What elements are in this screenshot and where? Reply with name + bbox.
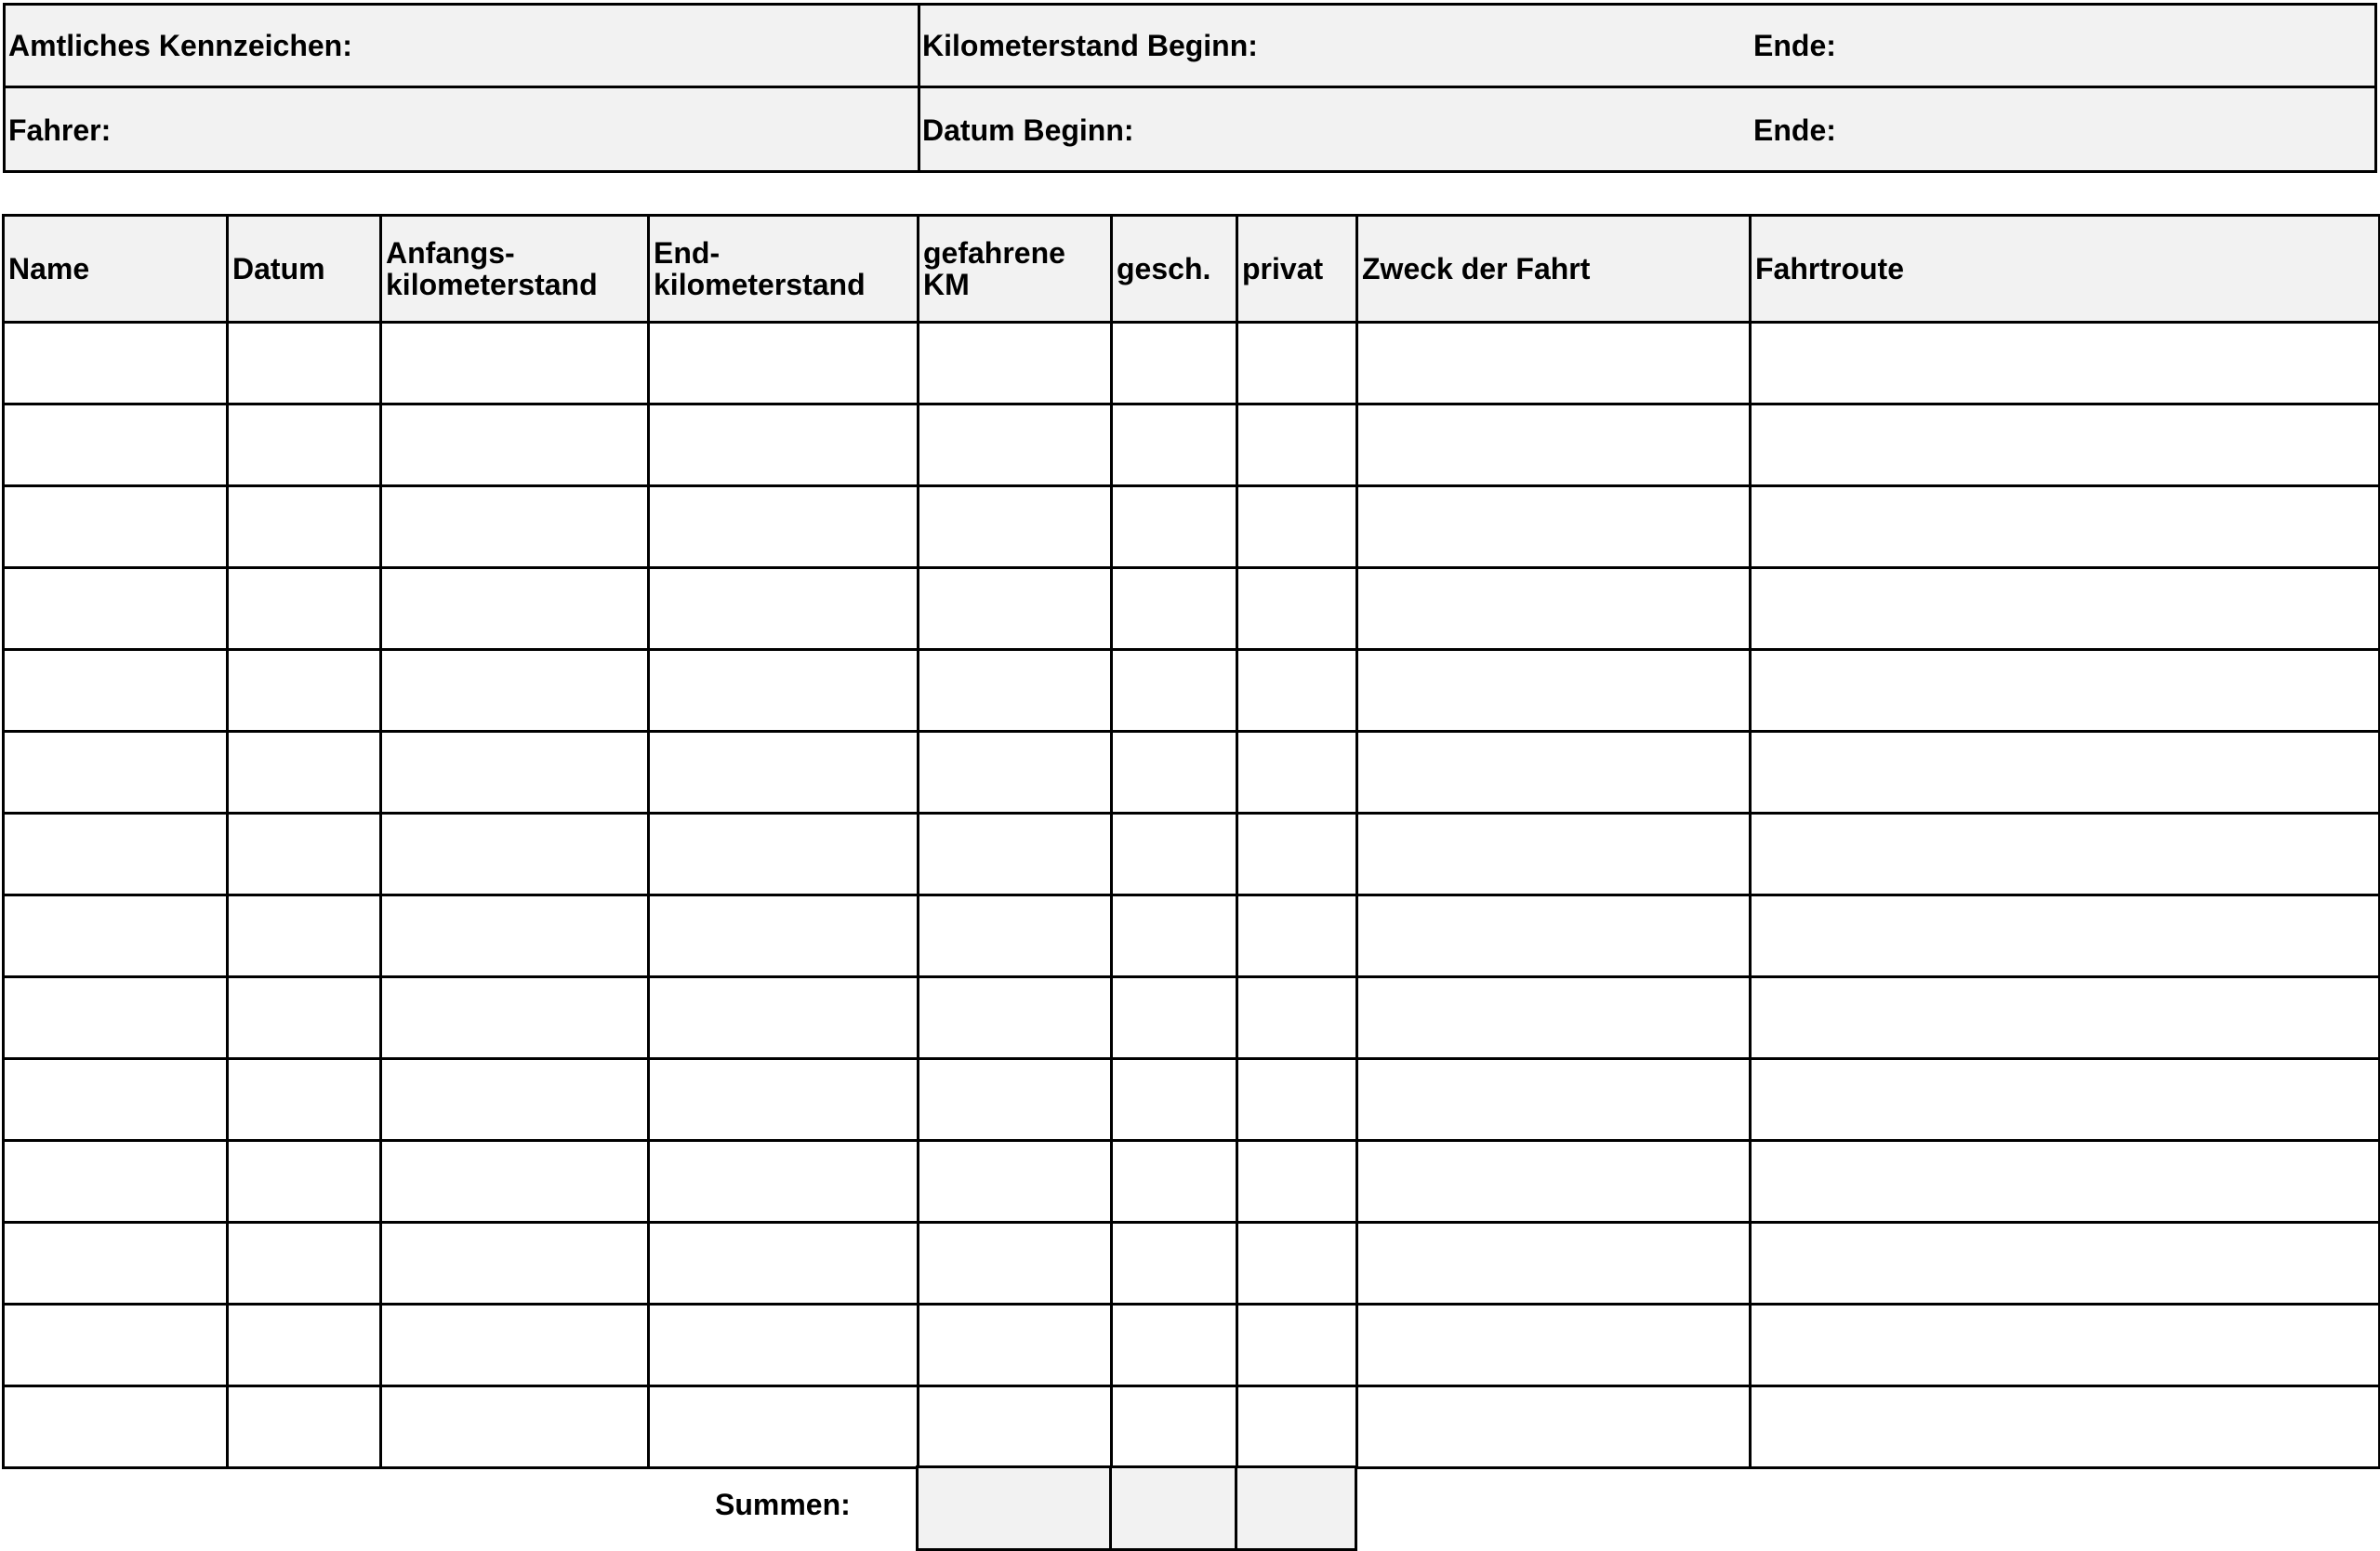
cell-start-km[interactable] <box>381 568 649 650</box>
cell-driven-km[interactable] <box>919 814 1112 895</box>
cell-name[interactable] <box>4 977 228 1059</box>
cell-start-km[interactable] <box>381 1141 649 1223</box>
cell-date[interactable] <box>228 895 381 977</box>
cell-name[interactable] <box>4 1386 228 1468</box>
cell-business[interactable] <box>1112 1386 1237 1468</box>
cell-private[interactable] <box>1237 650 1357 732</box>
cell-end-km[interactable] <box>649 1141 919 1223</box>
cell-route[interactable] <box>1751 1305 2380 1386</box>
cell-private[interactable] <box>1237 1223 1357 1305</box>
cell-name[interactable] <box>4 486 228 568</box>
cell-name[interactable] <box>4 650 228 732</box>
cell-business[interactable] <box>1112 323 1237 404</box>
table-row <box>4 1223 2380 1305</box>
cell-purpose[interactable] <box>1357 732 1751 814</box>
cell-purpose[interactable] <box>1357 1141 1751 1223</box>
cell-route[interactable] <box>1751 895 2380 977</box>
cell-private[interactable] <box>1237 895 1357 977</box>
cell-date[interactable] <box>228 977 381 1059</box>
cell-route[interactable] <box>1751 1223 2380 1305</box>
cell-business[interactable] <box>1112 650 1237 732</box>
cell-date[interactable] <box>228 732 381 814</box>
info-column-divider <box>918 6 920 170</box>
cell-driven-km[interactable] <box>919 568 1112 650</box>
km-start-label: Kilometerstand Beginn: <box>922 29 1258 62</box>
column-header-private: privat <box>1237 216 1357 323</box>
cell-business[interactable] <box>1112 568 1237 650</box>
cell-start-km[interactable] <box>381 1305 649 1386</box>
table-row <box>4 404 2380 486</box>
cell-private[interactable] <box>1237 323 1357 404</box>
column-header-start-km: Anfangs- kilometerstand <box>381 216 649 323</box>
table-row <box>4 650 2380 732</box>
cell-end-km[interactable] <box>649 814 919 895</box>
cell-purpose[interactable] <box>1357 323 1751 404</box>
cell-route[interactable] <box>1751 323 2380 404</box>
cell-start-km[interactable] <box>381 1059 649 1141</box>
table-row <box>4 814 2380 895</box>
vehicle-info-block <box>3 3 2377 173</box>
cell-purpose[interactable] <box>1357 404 1751 486</box>
cell-driven-km[interactable] <box>919 1223 1112 1305</box>
cell-end-km[interactable] <box>649 486 919 568</box>
cell-route[interactable] <box>1751 977 2380 1059</box>
table-row <box>4 1059 2380 1141</box>
cell-business[interactable] <box>1112 1305 1237 1386</box>
table-row <box>4 1141 2380 1223</box>
cell-name[interactable] <box>4 323 228 404</box>
cell-driven-km[interactable] <box>919 732 1112 814</box>
cell-driven-km[interactable] <box>919 1386 1112 1468</box>
sums-row <box>918 1467 1356 1550</box>
cell-end-km[interactable] <box>649 1305 919 1386</box>
license-plate-label: Amtliches Kennzeichen: <box>8 29 352 62</box>
cell-end-km[interactable] <box>649 732 919 814</box>
cell-purpose[interactable] <box>1357 895 1751 977</box>
date-start-label: Datum Beginn: <box>922 113 1134 147</box>
cell-business[interactable] <box>1112 732 1237 814</box>
cell-end-km[interactable] <box>649 650 919 732</box>
cell-date[interactable] <box>228 814 381 895</box>
trip-log-table <box>2 214 2380 1469</box>
sums-table <box>916 1465 1357 1551</box>
cell-driven-km[interactable] <box>919 323 1112 404</box>
table-row <box>4 895 2380 977</box>
cell-route[interactable] <box>1751 1386 2380 1468</box>
cell-driven-km[interactable] <box>919 1141 1112 1223</box>
cell-name[interactable] <box>4 568 228 650</box>
cell-private[interactable] <box>1237 404 1357 486</box>
sum-business-cell[interactable] <box>1111 1467 1236 1550</box>
cell-date[interactable] <box>228 1386 381 1468</box>
column-header-date: Datum <box>228 216 381 323</box>
table-row <box>4 486 2380 568</box>
cell-route[interactable] <box>1751 1141 2380 1223</box>
cell-end-km[interactable] <box>649 1386 919 1468</box>
cell-route[interactable] <box>1751 1059 2380 1141</box>
cell-purpose[interactable] <box>1357 977 1751 1059</box>
cell-name[interactable] <box>4 1141 228 1223</box>
cell-private[interactable] <box>1237 486 1357 568</box>
cell-end-km[interactable] <box>649 895 919 977</box>
km-end-label: Ende: <box>1753 29 1836 62</box>
cell-start-km[interactable] <box>381 650 649 732</box>
sum-driven-km-cell[interactable] <box>918 1467 1111 1550</box>
cell-private[interactable] <box>1237 1386 1357 1468</box>
cell-date[interactable] <box>228 1305 381 1386</box>
sums-label: Summen: <box>715 1488 851 1521</box>
cell-private[interactable] <box>1237 1059 1357 1141</box>
cell-private[interactable] <box>1237 568 1357 650</box>
cell-end-km[interactable] <box>649 323 919 404</box>
cell-route[interactable] <box>1751 404 2380 486</box>
info-row-divider <box>6 86 2374 88</box>
cell-date[interactable] <box>228 486 381 568</box>
cell-start-km[interactable] <box>381 404 649 486</box>
cell-driven-km[interactable] <box>919 977 1112 1059</box>
cell-purpose[interactable] <box>1357 1223 1751 1305</box>
cell-date[interactable] <box>228 323 381 404</box>
cell-start-km[interactable] <box>381 323 649 404</box>
cell-driven-km[interactable] <box>919 486 1112 568</box>
cell-business[interactable] <box>1112 404 1237 486</box>
driver-label: Fahrer: <box>8 113 112 147</box>
cell-route[interactable] <box>1751 568 2380 650</box>
table-row <box>4 732 2380 814</box>
sum-private-cell[interactable] <box>1236 1467 1356 1550</box>
table-header-row <box>4 216 2380 323</box>
cell-end-km[interactable] <box>649 1059 919 1141</box>
table-row <box>4 568 2380 650</box>
date-end-label: Ende: <box>1753 113 1836 147</box>
cell-purpose[interactable] <box>1357 814 1751 895</box>
cell-start-km[interactable] <box>381 486 649 568</box>
column-header-route: Fahrtroute <box>1751 216 2380 323</box>
cell-driven-km[interactable] <box>919 650 1112 732</box>
cell-business[interactable] <box>1112 895 1237 977</box>
cell-business[interactable] <box>1112 1223 1237 1305</box>
cell-date[interactable] <box>228 1141 381 1223</box>
cell-route[interactable] <box>1751 486 2380 568</box>
cell-business[interactable] <box>1112 1059 1237 1141</box>
cell-date[interactable] <box>228 650 381 732</box>
cell-purpose[interactable] <box>1357 1386 1751 1468</box>
cell-purpose[interactable] <box>1357 1305 1751 1386</box>
cell-private[interactable] <box>1237 977 1357 1059</box>
cell-start-km[interactable] <box>381 1386 649 1468</box>
column-header-name: Name <box>4 216 228 323</box>
column-header-purpose: Zweck der Fahrt <box>1357 216 1751 323</box>
cell-end-km[interactable] <box>649 1223 919 1305</box>
cell-business[interactable] <box>1112 977 1237 1059</box>
cell-purpose[interactable] <box>1357 568 1751 650</box>
cell-route[interactable] <box>1751 650 2380 732</box>
cell-name[interactable] <box>4 895 228 977</box>
table-row <box>4 323 2380 404</box>
cell-date[interactable] <box>228 1059 381 1141</box>
cell-business[interactable] <box>1112 1141 1237 1223</box>
column-header-business: gesch. <box>1112 216 1237 323</box>
cell-name[interactable] <box>4 1305 228 1386</box>
cell-start-km[interactable] <box>381 895 649 977</box>
column-header-driven-km: gefahrene KM <box>919 216 1112 323</box>
cell-end-km[interactable] <box>649 404 919 486</box>
cell-start-km[interactable] <box>381 732 649 814</box>
cell-end-km[interactable] <box>649 568 919 650</box>
cell-date[interactable] <box>228 404 381 486</box>
cell-route[interactable] <box>1751 732 2380 814</box>
cell-end-km[interactable] <box>649 977 919 1059</box>
cell-name[interactable] <box>4 732 228 814</box>
cell-private[interactable] <box>1237 732 1357 814</box>
cell-business[interactable] <box>1112 814 1237 895</box>
cell-private[interactable] <box>1237 1141 1357 1223</box>
table-row <box>4 977 2380 1059</box>
cell-name[interactable] <box>4 814 228 895</box>
cell-private[interactable] <box>1237 1305 1357 1386</box>
cell-start-km[interactable] <box>381 1223 649 1305</box>
cell-purpose[interactable] <box>1357 1059 1751 1141</box>
table-row <box>4 1386 2380 1468</box>
cell-business[interactable] <box>1112 486 1237 568</box>
cell-purpose[interactable] <box>1357 486 1751 568</box>
column-header-end-km: End- kilometerstand <box>649 216 919 323</box>
trip-log-body <box>4 323 2380 1468</box>
cell-driven-km[interactable] <box>919 1059 1112 1141</box>
cell-driven-km[interactable] <box>919 1305 1112 1386</box>
cell-name[interactable] <box>4 1223 228 1305</box>
cell-driven-km[interactable] <box>919 404 1112 486</box>
cell-start-km[interactable] <box>381 977 649 1059</box>
table-row <box>4 1305 2380 1386</box>
cell-name[interactable] <box>4 404 228 486</box>
cell-route[interactable] <box>1751 814 2380 895</box>
cell-name[interactable] <box>4 1059 228 1141</box>
cell-date[interactable] <box>228 568 381 650</box>
cell-date[interactable] <box>228 1223 381 1305</box>
cell-start-km[interactable] <box>381 814 649 895</box>
cell-purpose[interactable] <box>1357 650 1751 732</box>
cell-driven-km[interactable] <box>919 895 1112 977</box>
cell-private[interactable] <box>1237 814 1357 895</box>
